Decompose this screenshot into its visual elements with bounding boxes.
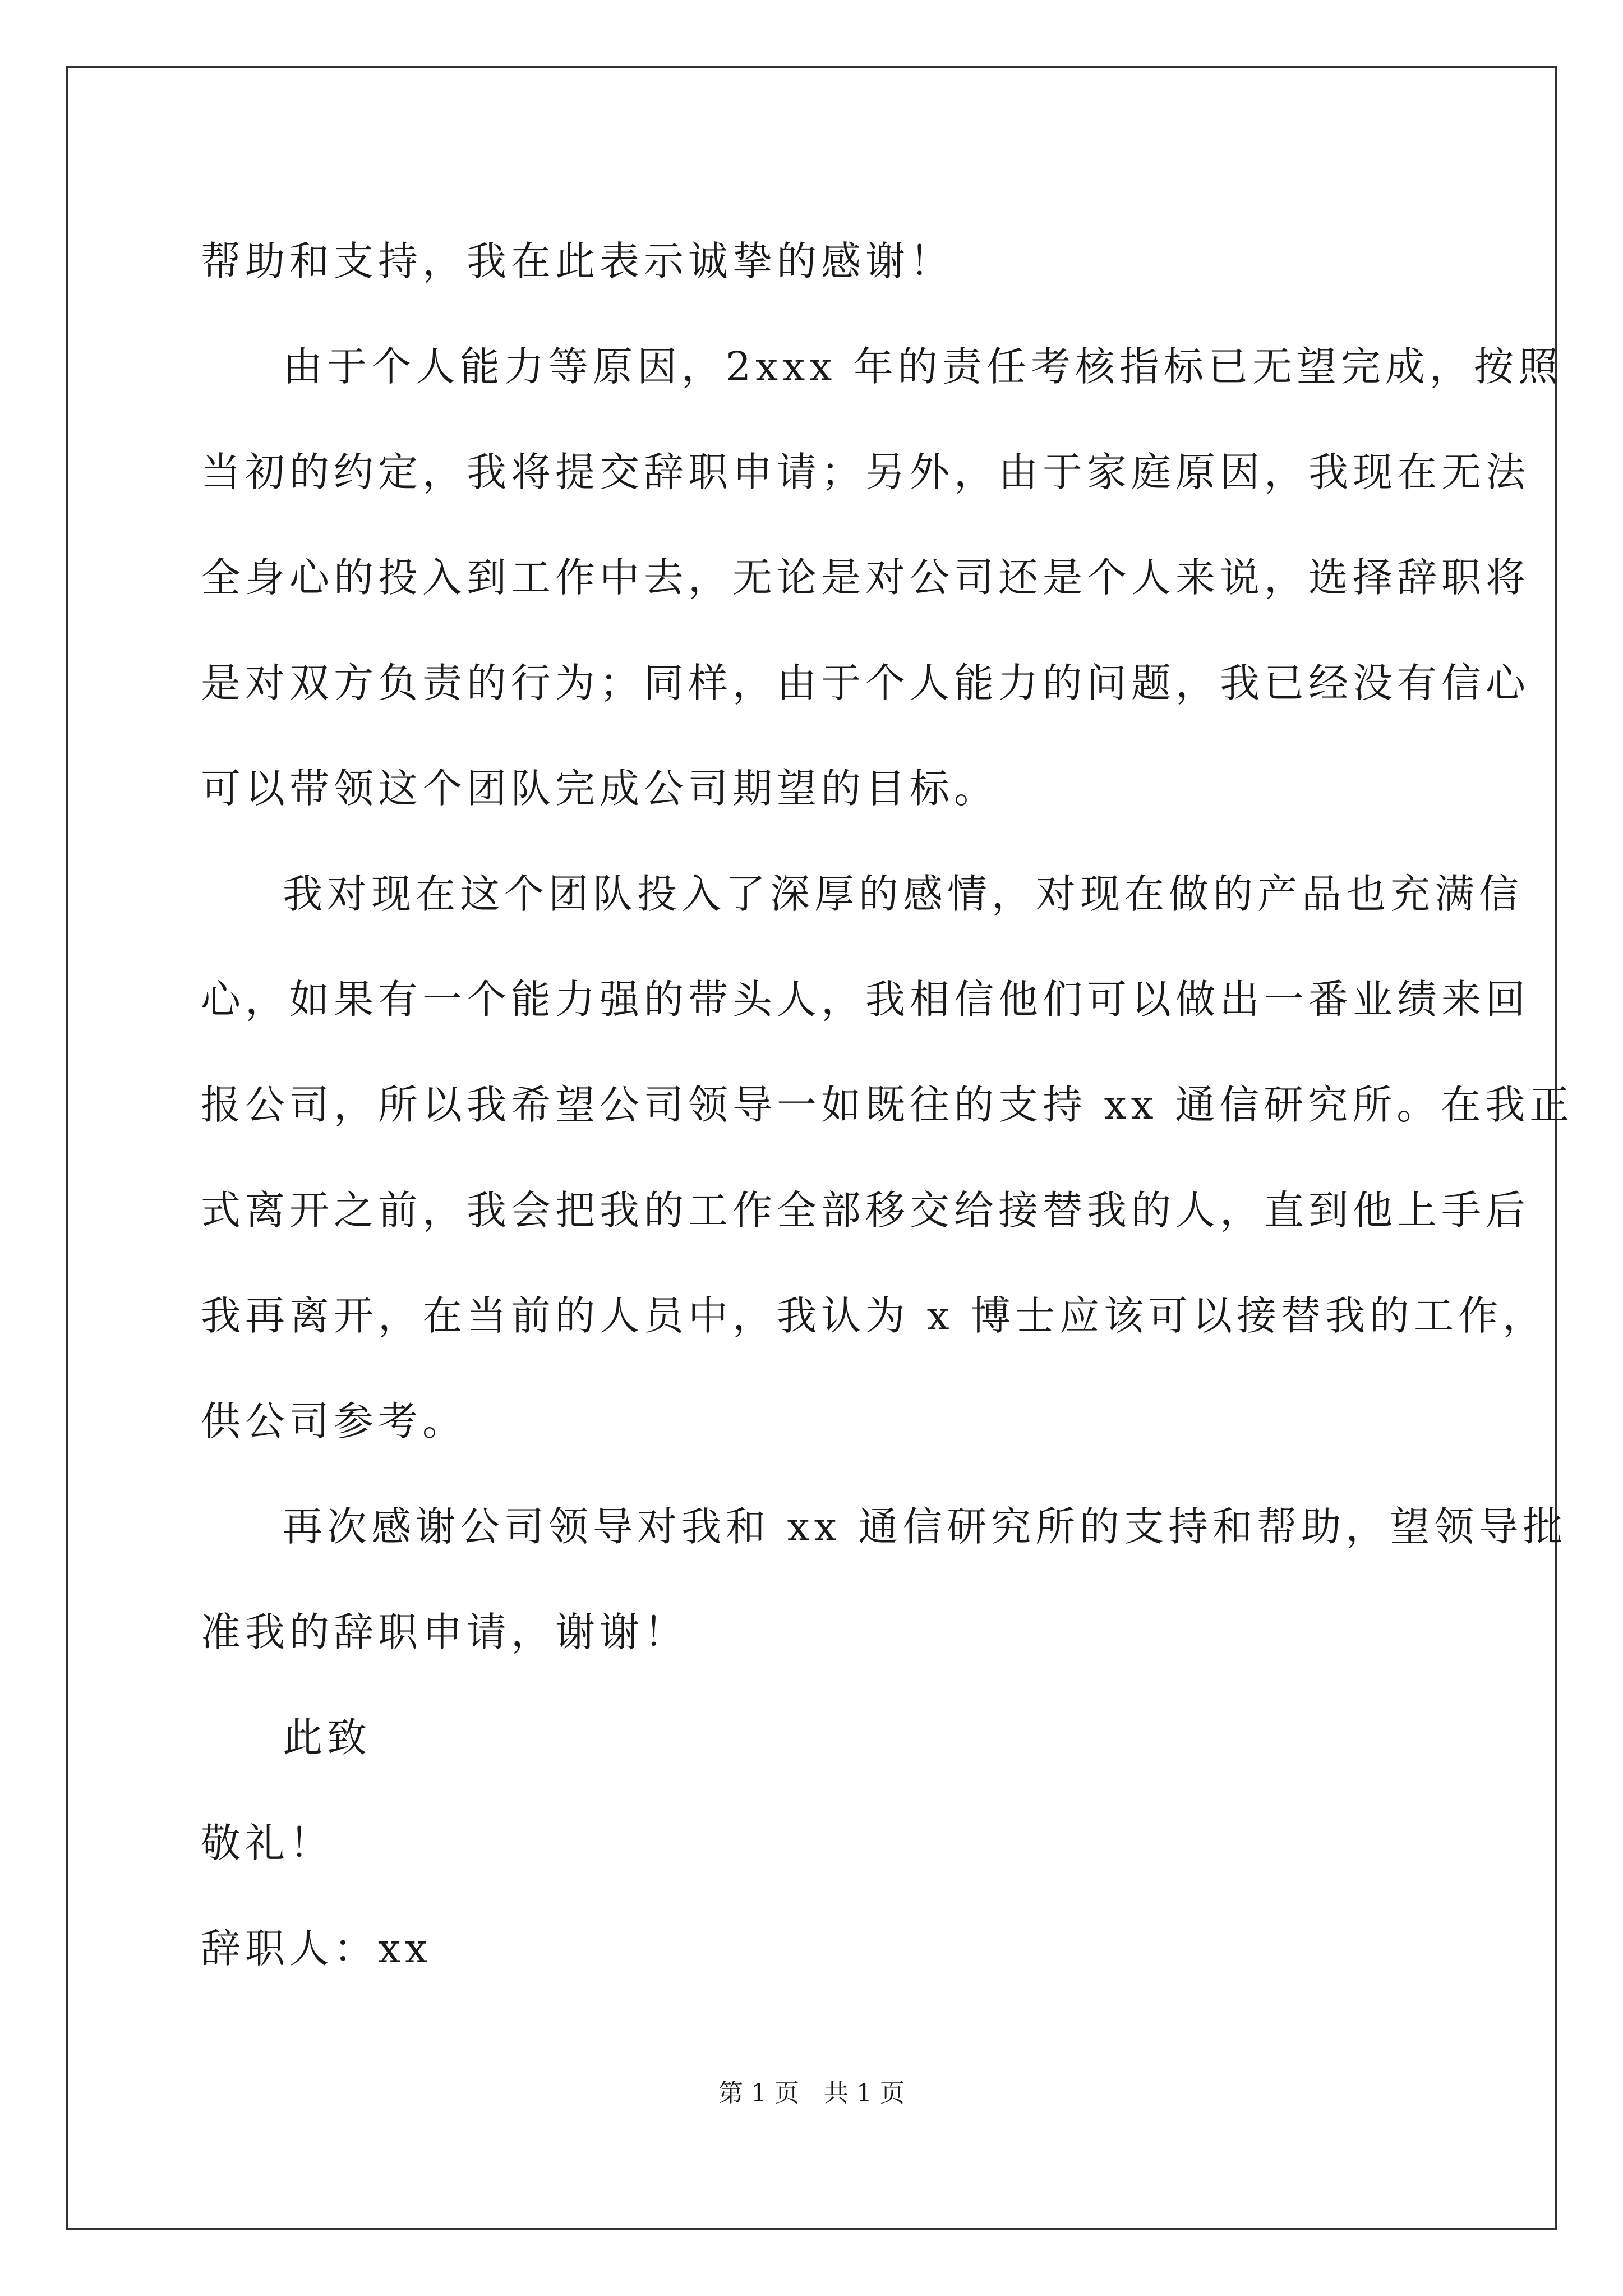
text-line: 供公司参考。 — [201, 1398, 467, 1444]
page-number-footer: 第 1 页 共 1 页 — [718, 2079, 905, 2108]
text-line: 式离开之前，我会把我的工作全部移交给接替我的人，直到他上手后 — [201, 1187, 1530, 1234]
text-line: 当初的约定，我将提交辞职申请；另外，由于家庭原因，我现在无法 — [201, 449, 1530, 495]
paragraph-start-line: 由于个人能力等原因，2xxx 年的责任考核指标已无望完成，按照 — [283, 343, 1562, 390]
paragraph-start-line: 我对现在这个团队投入了深厚的感情，对现在做的产品也充满信 — [283, 871, 1524, 917]
text-line: 帮助和支持，我在此表示诚挚的感谢！ — [201, 238, 955, 284]
closing-salutation: 此致 — [283, 1714, 372, 1761]
text-line: 报公司，所以我希望公司领导一如既往的支持 xx 通信研究所。在我正 — [201, 1082, 1574, 1128]
paragraph-start-line: 再次感谢公司领导对我和 xx 通信研究所的支持和帮助，望领导批 — [283, 1503, 1567, 1550]
letter-body — [201, 209, 1574, 2001]
text-line: 全身心的投入到工作中去，无论是对公司还是个人来说，选择辞职将 — [201, 554, 1530, 601]
text-line: 我再离开，在当前的人员中，我认为 x 博士应该可以接替我的工作， — [201, 1292, 1547, 1339]
closing-regards: 敬礼！ — [201, 1820, 334, 1866]
text-line: 准我的辞职申请，谢谢！ — [201, 1609, 689, 1655]
text-line: 心，如果有一个能力强的带头人，我相信他们可以做出一番业绩来回 — [201, 976, 1530, 1023]
text-line: 是对双方负责的行为；同样，由于个人能力的问题，我已经没有信心 — [201, 660, 1530, 706]
text-line: 可以带领这个团队完成公司期望的目标。 — [201, 765, 999, 812]
signature-line: 辞职人：xx — [201, 1925, 432, 1972]
